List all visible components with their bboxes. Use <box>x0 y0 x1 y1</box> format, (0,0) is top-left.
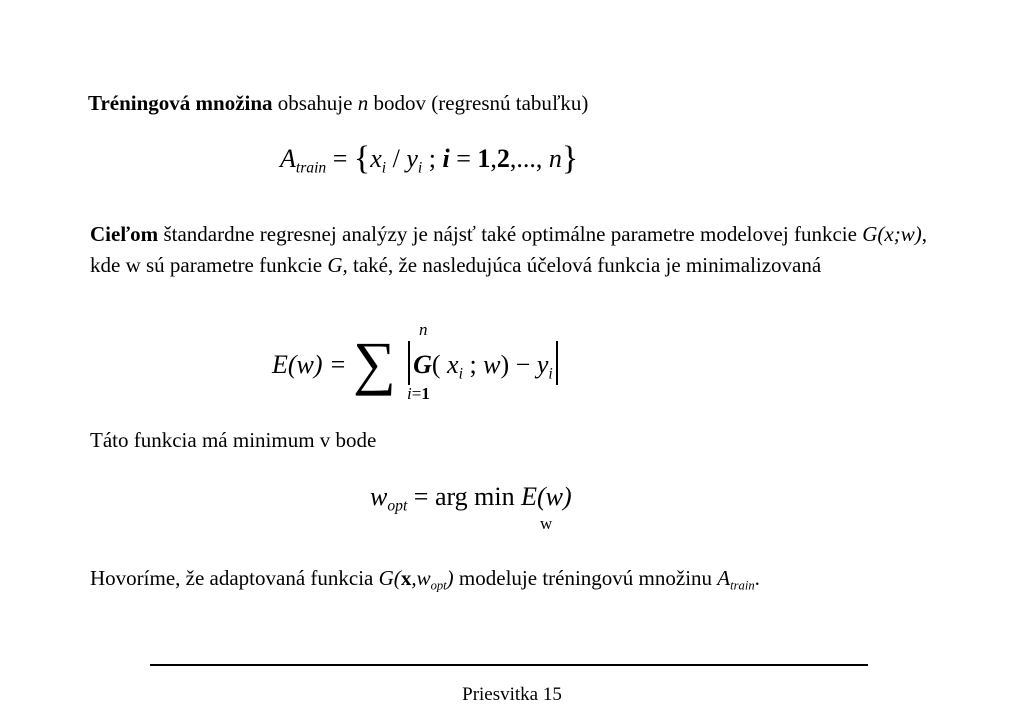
sum-symbol: ∑ <box>353 330 396 396</box>
goal-paragraph <box>90 219 927 281</box>
eq-train-equals-2: = <box>449 144 478 173</box>
sum-lower-limit <box>407 384 430 404</box>
goal-text-c: také, že nasledujúca účelová funkcia je minimalizovaná <box>347 253 822 277</box>
eq-error-G: G <box>413 350 432 379</box>
eq-train-one: 1 <box>477 144 491 173</box>
intro-text-b: bodov (regresnú tabuľku) <box>368 91 589 115</box>
eq-error-lhs: E(w) = <box>272 350 354 379</box>
eq-error-w: w <box>483 350 501 379</box>
equation-training-set <box>280 138 578 176</box>
conclusion-G: G( <box>378 566 401 590</box>
eq-error-x: x <box>447 350 459 379</box>
conclusion-close: ) <box>446 566 454 590</box>
eq-train-x: x <box>370 144 382 173</box>
intro-bold-term: Tréningová množina <box>88 91 273 115</box>
minimum-paragraph: Táto funkcia má minimum v bode <box>90 428 377 452</box>
goal-g: G, <box>327 253 348 277</box>
eq-error-y: y <box>536 350 549 379</box>
sum-operator <box>353 330 405 396</box>
eq-train-A: A <box>280 144 296 173</box>
abs-bar-right <box>556 341 558 385</box>
conclusion-text-a: Hovoríme, že adaptovaná funkcia <box>90 566 379 590</box>
eq-opt-paren-w: (w) <box>537 482 572 511</box>
conclusion-comma: , <box>411 566 417 590</box>
conclusion-A-sub: train <box>730 578 755 593</box>
intro-text-a: obsahuje <box>272 91 358 115</box>
eq-train-semicolon: ; <box>422 144 443 173</box>
eq-train-A-sub: train <box>295 159 327 177</box>
eq-error-paren-open: ( <box>431 350 448 379</box>
sum-lower-one: 1 <box>421 384 430 403</box>
eq-train-y: y <box>406 144 418 173</box>
conclusion-x: x <box>400 566 412 590</box>
eq-train-dots: ,..., <box>509 144 549 173</box>
eq-opt-rhs: = arg min <box>407 482 522 511</box>
eq-train-n: n <box>548 144 562 173</box>
eq-train-two: 2 <box>496 144 510 173</box>
sum-upper-limit: n <box>419 320 428 339</box>
slide-number: Priesvitka 15 <box>462 684 562 705</box>
abs-bar-left <box>408 341 410 385</box>
eq-train-i: i <box>442 144 450 173</box>
eq-opt-E: E <box>521 482 538 511</box>
eq-error-y-sub: i <box>548 365 553 383</box>
sum-lower-equals: = <box>411 384 422 403</box>
footer-divider <box>150 664 868 666</box>
goal-bold-term: Cieľom <box>90 222 159 246</box>
goal-text-a: štandardne regresnej analýzy je nájsť také optimálne parametre modelovej funkcie <box>158 222 863 246</box>
argmin-subscript: w <box>540 514 553 533</box>
eq-train-y-sub: i <box>417 159 423 177</box>
eq-error-semicolon: ; <box>462 350 484 379</box>
eq-opt-w: w <box>370 482 388 511</box>
conclusion-w: w <box>416 566 431 590</box>
conclusion-period: . <box>754 566 760 590</box>
eq-train-comma: , <box>490 144 497 173</box>
eq-train-slash: / <box>386 144 407 173</box>
equation-optimum <box>370 482 572 515</box>
conclusion-w-sub: opt <box>430 578 447 593</box>
intro-paragraph <box>88 88 948 119</box>
conclusion-A: A <box>717 566 731 590</box>
eq-opt-w-sub: opt <box>387 497 408 515</box>
eq-error-paren-close: ) − <box>500 350 537 379</box>
eq-train-x-sub: i <box>381 159 387 177</box>
goal-function: G(x;w) <box>862 222 922 246</box>
intro-n: n <box>357 91 369 115</box>
sum-lower-i: i <box>407 384 412 403</box>
conclusion-text-b: modeluje tréningovú množinu <box>453 566 718 590</box>
eq-train-open-brace: { <box>353 140 371 177</box>
conclusion-paragraph <box>90 563 970 594</box>
equation-error-function <box>272 330 561 396</box>
eq-train-close-brace: } <box>561 140 579 177</box>
goal-text-b: , kde w sú parametre funkcie <box>90 222 927 277</box>
eq-error-x-sub: i <box>458 365 463 383</box>
eq-train-equals: = <box>326 144 354 173</box>
